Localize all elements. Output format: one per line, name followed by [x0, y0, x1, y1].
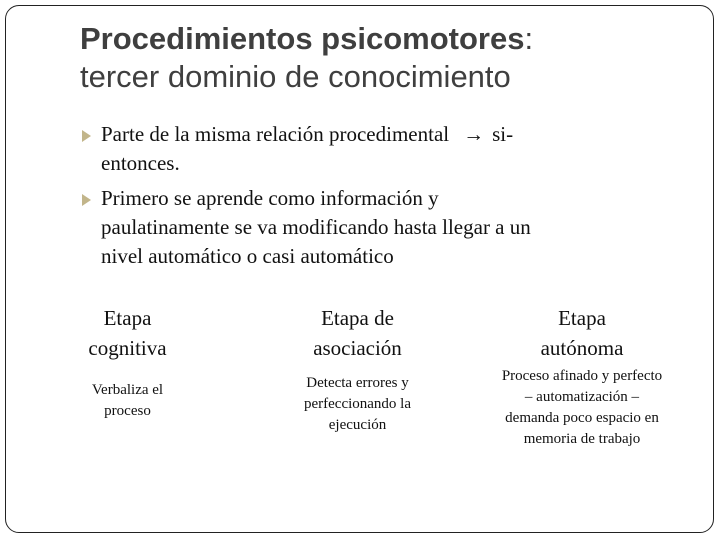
stage-desc: Verbaliza el proceso [91, 382, 164, 419]
bullet-text: Primero se aprende como información y [101, 186, 439, 210]
title-line2: tercer dominio de conocimiento [80, 59, 511, 94]
stage-desc: Detecta errores y perfeccionando la ejecución [303, 375, 412, 433]
stage-autonoma [477, 303, 687, 450]
bullet-text: paulatinamente se va modificando hasta llegar a un [101, 215, 531, 239]
bullet-item [82, 184, 652, 271]
stage-asociacion [270, 303, 445, 436]
bullet-item [82, 120, 652, 178]
bullet-text: Parte de la misma relación procedimental [101, 122, 450, 146]
right-arrow-icon: → [463, 122, 485, 146]
stage-head: Etapa autónoma [540, 306, 624, 360]
stage-head: Etapa cognitiva [88, 306, 167, 360]
bullet-list [82, 120, 652, 277]
stage-head: Etapa de asociación [313, 306, 402, 360]
title-colon: : [524, 21, 534, 56]
stage-cognitiva [60, 303, 195, 422]
bullet-triangle-icon [82, 130, 91, 142]
slide-title [80, 20, 700, 96]
stage-desc: Proceso afinado y perfecto – automatización – demanda poco espacio en memoria de trabajo [501, 368, 663, 447]
title-bold: Procedimientos psicomotores [80, 21, 525, 56]
bullet-triangle-icon [82, 194, 91, 206]
bullet-text: si- [492, 122, 514, 146]
bullet-text: nivel automático o casi automático [101, 244, 394, 268]
bullet-text: entonces. [101, 151, 180, 175]
